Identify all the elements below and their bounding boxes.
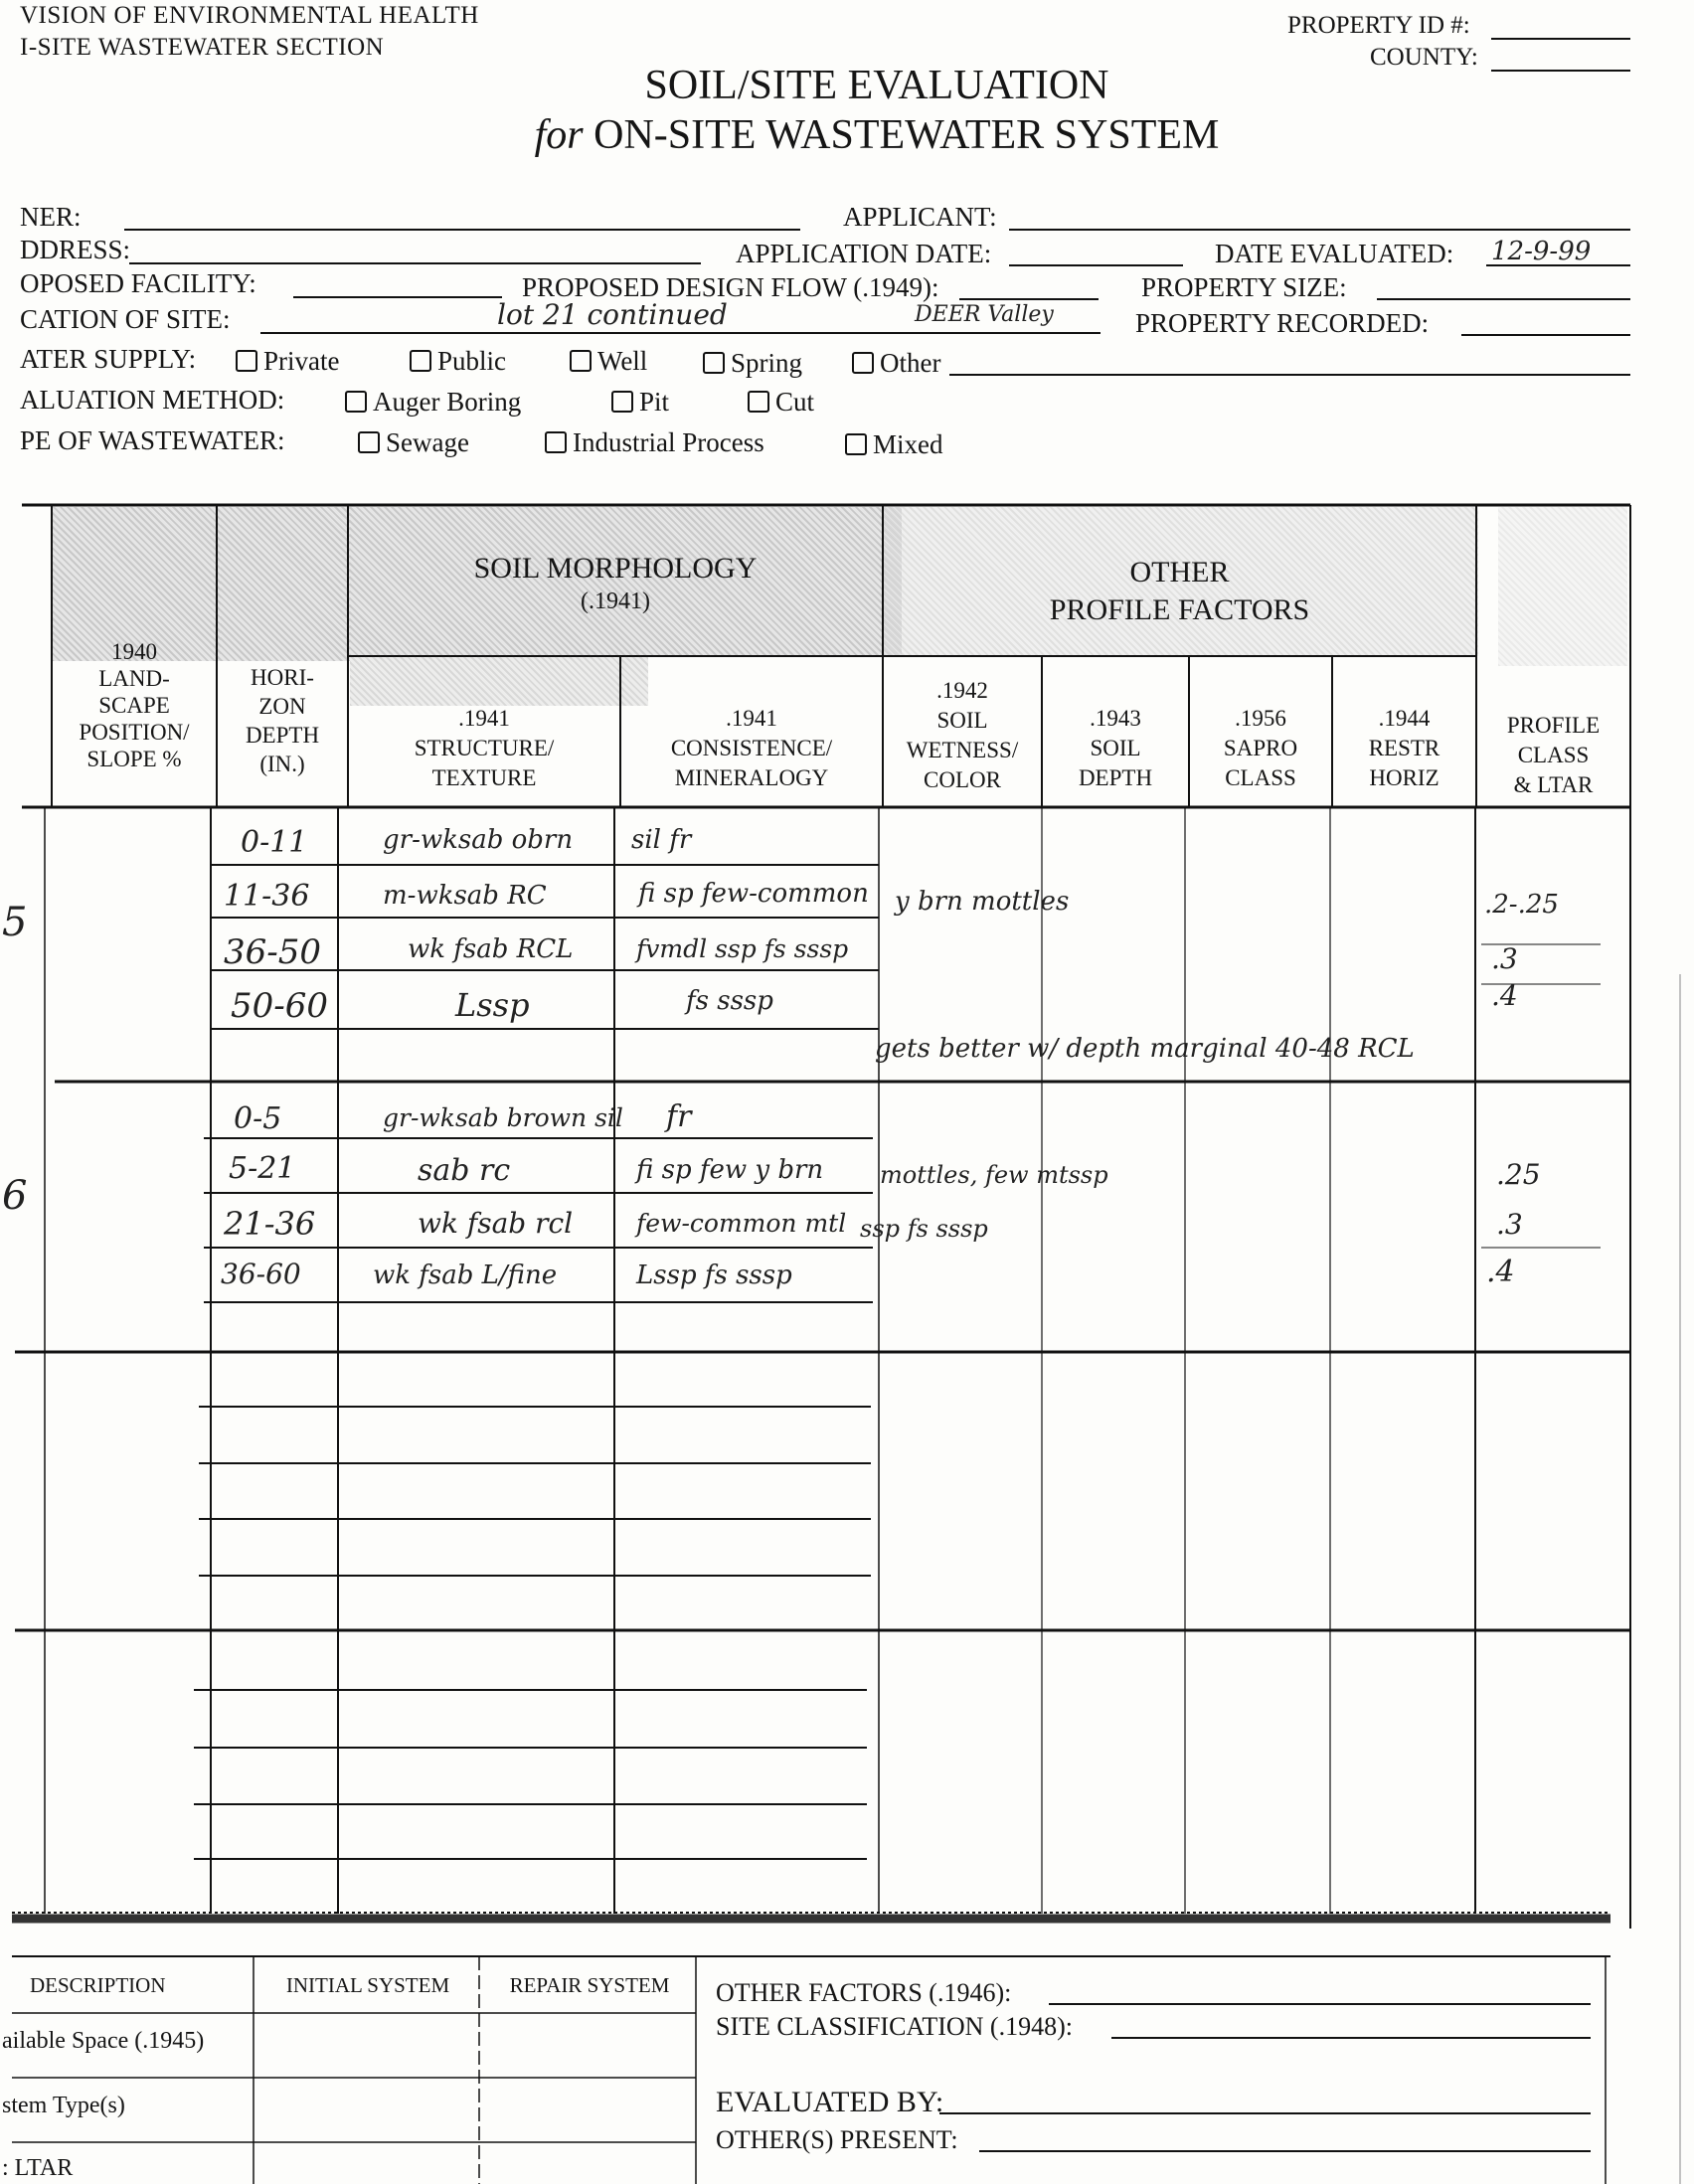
initial-available-space-field[interactable]	[258, 2018, 475, 2073]
header-line: HORI-	[251, 665, 314, 690]
landscape-column-header	[52, 638, 217, 772]
profile-ltar: .2-.25	[1484, 890, 1559, 920]
facility-label: OPOSED FACILITY:	[20, 268, 256, 298]
header-line: .1941	[726, 706, 777, 731]
soil-wetness-color: mottles, few mtssp	[880, 1161, 1108, 1189]
header-line: .1956	[1235, 706, 1286, 731]
profile-ltar: .3	[1496, 1208, 1523, 1241]
eval-method-label: ALUATION METHOD:	[20, 385, 285, 415]
header-line: COLOR	[924, 767, 1001, 792]
date-evaluated-value: 12-9-99	[1491, 237, 1592, 266]
other-profile-factors-header	[883, 554, 1476, 629]
header-line: (.1941)	[581, 588, 650, 614]
header-line: OTHER	[1129, 556, 1230, 588]
option-label: Spring	[731, 348, 803, 378]
applicant-label: APPLICANT:	[843, 202, 997, 232]
agency-line-1: VISION OF ENVIRONMENTAL HEALTH	[20, 2, 479, 29]
header-line: POSITION/	[79, 720, 190, 745]
header-line: (IN.)	[259, 752, 305, 776]
option-label: Industrial Process	[573, 427, 764, 457]
application-date-label: APPLICATION DATE:	[736, 239, 992, 268]
water-supply-label: ATER SUPPLY:	[20, 344, 197, 374]
profile-ltar: .4	[1491, 979, 1518, 1012]
property-size-label: PROPERTY SIZE:	[1141, 272, 1347, 302]
structure-texture: sab rc	[418, 1153, 511, 1188]
repair-available-space-field[interactable]	[484, 2018, 693, 2073]
option-label: Sewage	[386, 427, 469, 457]
repair-system-type-field[interactable]	[484, 2083, 693, 2137]
soil-morphology-header	[348, 550, 883, 615]
header-line: CLASS	[1517, 743, 1590, 767]
profile-ltar: .4	[1486, 1255, 1515, 1289]
evaluated-by-label: EVALUATED BY:	[716, 2086, 944, 2118]
initial-system-type-field[interactable]	[258, 2083, 475, 2137]
option-label: Pit	[639, 387, 670, 417]
header-line: WETNESS/	[906, 738, 1019, 762]
soil-wetness-color: ssp fs sssp	[860, 1215, 988, 1243]
profile-ltar: .3	[1491, 942, 1518, 975]
option-label: Public	[437, 346, 507, 376]
structure-texture: wk fsab RCL	[408, 934, 574, 964]
header-line: LAND-	[98, 666, 170, 691]
consistence: fr	[666, 1099, 692, 1134]
option-label: Other	[880, 348, 941, 378]
property-id-label: PROPERTY ID #:	[1287, 12, 1470, 39]
structure-texture: gr-wksab brown sil	[383, 1103, 623, 1132]
available-space-label: ailable Space (.1945)	[2, 2028, 205, 2054]
system-type-label: stem Type(s)	[2, 2093, 125, 2118]
option-label: Auger Boring	[373, 387, 522, 417]
page-title: SOIL/SITE EVALUATION	[644, 63, 1109, 108]
consistence: fvmdl ssp fs sssp	[636, 934, 849, 963]
header-line: .1944	[1378, 706, 1431, 731]
header-line: ZON	[258, 694, 306, 719]
profile-class-column-header	[1476, 711, 1630, 800]
horizon-depth: 0-5	[234, 1101, 282, 1136]
header-line: DEPTH	[245, 723, 320, 748]
horizon-depth: 50-60	[231, 986, 329, 1026]
wetness-column-header	[883, 676, 1042, 795]
evaluated-by-field[interactable]	[939, 2112, 1591, 2114]
profile-number: 6	[2, 1173, 28, 1219]
header-line: CLASS	[1225, 765, 1296, 790]
address-label: DDRESS:	[20, 235, 131, 264]
consistence: sil fr	[631, 825, 692, 855]
repair-ltar-field[interactable]	[484, 2147, 693, 2182]
header-line: TEXTURE	[431, 765, 537, 790]
other-factors-field[interactable]	[1049, 2003, 1591, 2005]
header-line: SLOPE %	[86, 747, 182, 771]
consistence: few-common mtl	[636, 1209, 847, 1238]
location-value: lot 21 continued	[497, 298, 728, 331]
header-line: PROFILE FACTORS	[1049, 593, 1310, 626]
structure-texture: gr-wksab obrn	[383, 825, 574, 855]
structure-texture: m-wksab RC	[383, 881, 547, 911]
county-label: COUNTY:	[1370, 44, 1478, 71]
header-line: SOIL MORPHOLOGY	[473, 552, 758, 585]
soil-wetness-color: y brn mottles	[895, 887, 1070, 917]
owner-label: NER:	[20, 202, 82, 232]
header-line: .1942	[936, 678, 988, 703]
header-line: 1940	[111, 639, 157, 664]
structure-texture: wk fsab L/fine	[373, 1260, 558, 1290]
header-line: CONSISTENCE/	[670, 736, 833, 760]
profile-number: 5	[2, 900, 28, 945]
horizon-column-header	[217, 663, 348, 778]
profile-note: gets better w/ depth marginal 40-48 RCL	[875, 1034, 1415, 1064]
option-label: Mixed	[873, 429, 943, 459]
horizon-depth: 21-36	[224, 1205, 316, 1243]
header-line: .1943	[1090, 706, 1141, 731]
header-line: SOIL	[936, 708, 988, 733]
option-label: Private	[263, 346, 340, 376]
site-classification-label: SITE CLASSIFICATION (.1948):	[716, 2012, 1073, 2041]
structure-texture: Lssp	[455, 986, 530, 1024]
header-line: HORIZ	[1369, 765, 1440, 790]
horizon-depth: 36-50	[224, 932, 322, 972]
location-label: CATION OF SITE:	[20, 304, 231, 334]
header-line: PROFILE	[1506, 713, 1601, 738]
header-line: SAPRO	[1223, 736, 1298, 760]
others-present-field[interactable]	[979, 2150, 1591, 2152]
header-line: & LTAR	[1513, 772, 1594, 797]
others-present-label: OTHER(S) PRESENT:	[716, 2125, 958, 2154]
wastewater-label: PE OF WASTEWATER:	[20, 425, 285, 455]
consistence: fi sp few y brn	[636, 1155, 824, 1185]
other-factors-label: OTHER FACTORS (.1946):	[716, 1978, 1012, 2007]
ltar-label: : LTAR	[2, 2155, 74, 2181]
option-label: Cut	[775, 387, 815, 417]
repair-system-column-header: REPAIR SYSTEM	[509, 1973, 670, 1997]
header-line: DEPTH	[1078, 765, 1153, 790]
agency-line-2: I-SITE WASTEWATER SECTION	[20, 34, 385, 61]
sapro-column-header	[1189, 704, 1332, 793]
subtitle-text: ON-SITE WASTEWATER SYSTEM	[593, 112, 1220, 158]
option-label: Well	[597, 346, 648, 376]
profile-ltar: .25	[1496, 1158, 1541, 1191]
consistence: Lssp fs sssp	[636, 1260, 792, 1290]
horizon-depth: 0-11	[241, 825, 308, 860]
description-column-header: DESCRIPTION	[30, 1973, 166, 1997]
consistence-column-header	[620, 704, 883, 793]
initial-ltar-field[interactable]	[258, 2147, 475, 2182]
header-line: MINERALOGY	[674, 765, 829, 790]
header-line: .1941	[458, 706, 510, 731]
structure-texture: wk fsab rcl	[418, 1207, 574, 1240]
date-evaluated-label: DATE EVALUATED:	[1215, 239, 1454, 268]
property-recorded-label: PROPERTY RECORDED:	[1135, 308, 1430, 338]
header-line: SCAPE	[98, 693, 170, 718]
structure-column-header	[348, 704, 620, 793]
header-line: STRUCTURE/	[414, 736, 555, 760]
header-line: SOIL	[1090, 736, 1141, 760]
header-line: RESTR	[1368, 736, 1440, 760]
horizon-depth: 36-60	[221, 1258, 301, 1290]
design-flow-label: PROPOSED DESIGN FLOW (.1949):	[522, 272, 939, 302]
horizon-depth: 11-36	[224, 879, 310, 914]
initial-system-column-header: INITIAL SYSTEM	[285, 1973, 450, 1997]
site-classification-field[interactable]	[1111, 2037, 1591, 2039]
consistence: fs sssp	[686, 986, 773, 1016]
consistence: fi sp few-common	[638, 879, 869, 909]
horizon-depth: 5-21	[229, 1151, 296, 1186]
soil-depth-column-header	[1042, 704, 1189, 793]
subtitle-prefix: for	[534, 112, 584, 158]
location-value-2: DEER Valley	[915, 302, 1054, 327]
restr-column-header	[1332, 704, 1476, 793]
